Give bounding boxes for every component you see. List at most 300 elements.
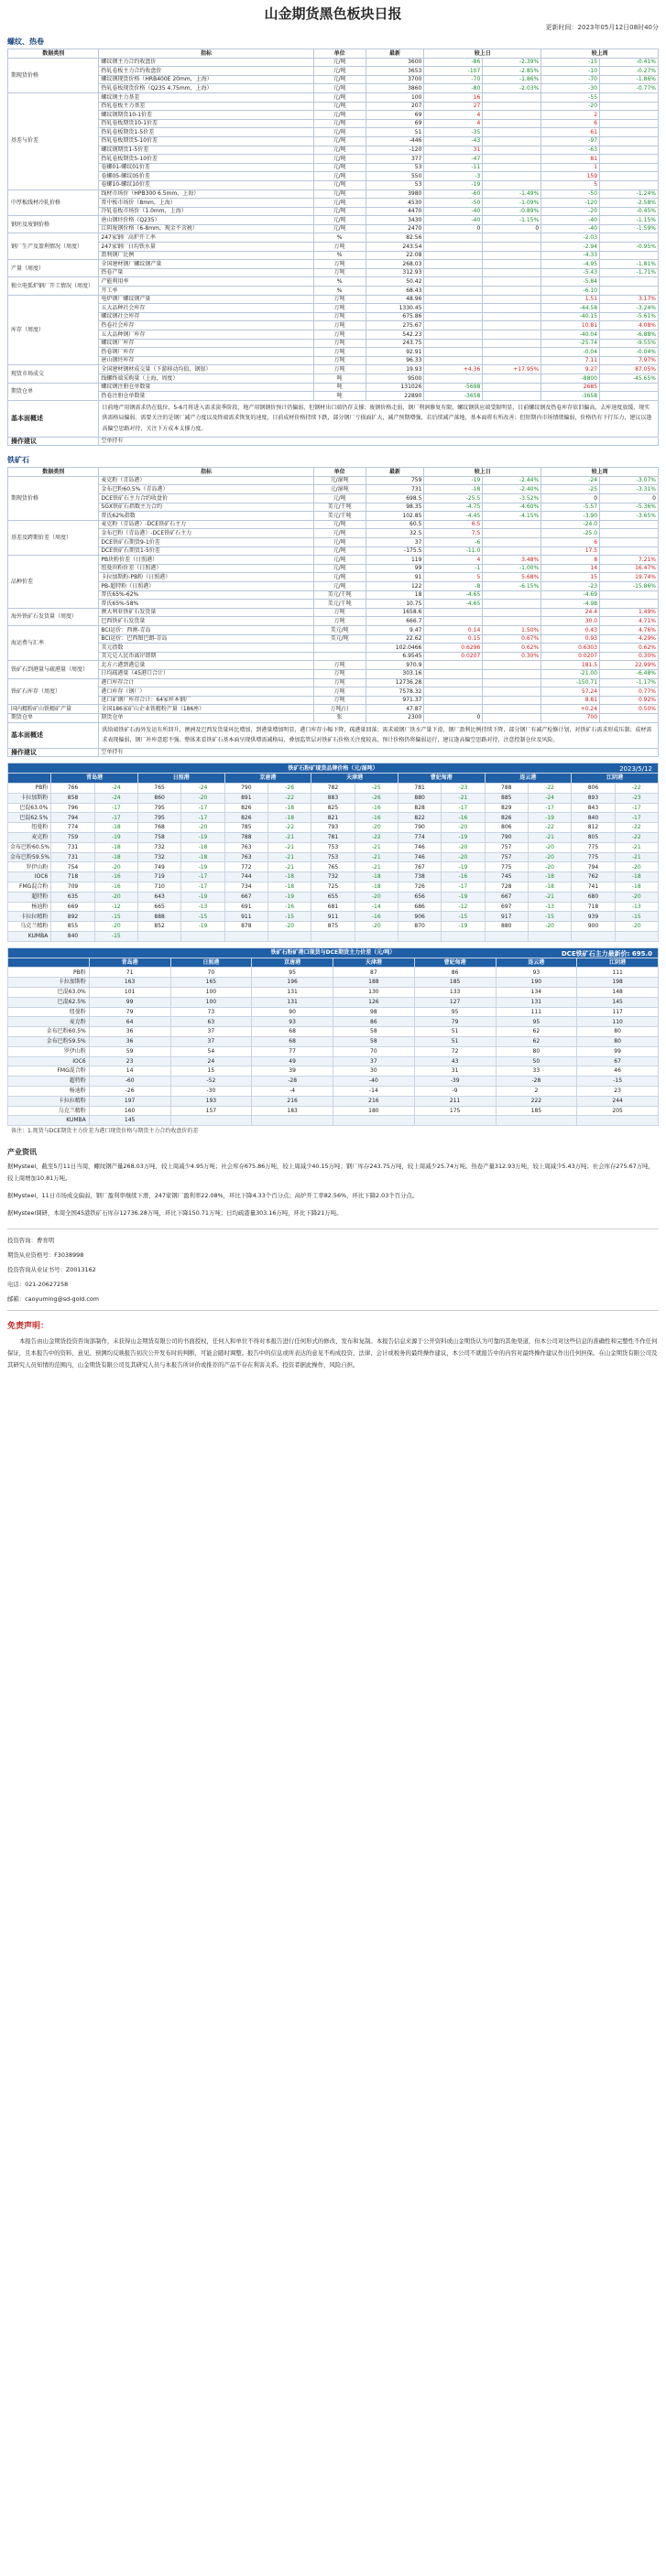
week-change-pct-cell [600,180,659,189]
price-cell: 917 [485,912,528,922]
week-change-pct-cell [600,547,659,556]
week-change-pct-cell: -5.61% [600,312,659,321]
brand-cell: FMG混合粉 [8,1066,90,1077]
week-change-pct-cell: -45.65% [600,373,659,383]
basis-cell [252,1116,333,1126]
analyst-line: 投资咨询：曹育明 [7,1236,55,1244]
change-cell: -18 [181,852,224,862]
basis-cell: 205 [577,1106,659,1116]
table-row [8,705,659,714]
latest-cell: -446 [366,136,424,146]
week-change-cell: -4.69 [541,590,600,600]
indicator-cell: 卡拉加斯粉-PB粉（日照港） [99,573,313,582]
day-change-cell: -3 [424,172,483,181]
week-change-pct-cell: -1.24% [600,189,659,199]
price-cell: 719 [137,872,180,882]
table-row [8,75,659,84]
day-change-pct-cell: 1.50% [483,625,541,634]
latest-cell: 68.43 [366,287,424,296]
day-change-pct-cell: -3.52% [483,494,541,503]
basis-cell [333,1116,415,1126]
day-change-pct-cell [483,136,541,146]
week-change-cell: -50 [541,189,600,199]
table-row [8,494,659,503]
day-change-pct-cell [483,155,541,164]
indicator-cell: 江阴废钢价格（6-8mm，现金不含税） [99,224,313,233]
latest-cell: 98.35 [366,503,424,512]
unit-cell: 元/吨 [313,529,366,538]
table-row [8,155,659,164]
category-cell: 期货仓单 [8,713,99,722]
basis-cell: 59 [89,1046,170,1056]
week-change-cell: -24.0 [541,520,600,529]
unit-cell: 美元/吨 [313,625,366,634]
indicator-cell: 日均疏港量（45港口合计） [99,669,313,678]
indicator-cell: 热卷注册仓单数量 [99,392,313,401]
indicator-cell: 全国建材钢厂螺纹钢产量 [99,260,313,269]
basis-cell: 37 [170,1036,252,1046]
basis-cell: -60 [89,1077,170,1087]
basis-cell: 63 [170,1017,252,1027]
week-change-cell: -2.94 [541,243,600,252]
analyst-line: 期货从业资格号：F3038998 [7,1250,84,1259]
price-cell: 939 [572,912,615,922]
price-cell: 732 [311,872,355,882]
basis-cell [170,1116,252,1126]
brand-cell: FMG混合粉 [8,882,51,893]
day-change-pct-cell [483,172,541,181]
latest-cell: 92.91 [366,348,424,357]
indicator-cell: BCI运价：西澳-青岛 [99,625,313,634]
week-change-cell: -4.33 [541,251,600,260]
steel-table [7,49,659,446]
day-change-pct-cell [483,590,541,600]
indicator-cell: 电炉钢厂螺纹钢产量 [99,295,313,304]
brand-cell: 麦克粉 [8,833,51,843]
change-cell: -15 [94,912,137,922]
latest-cell: 122 [366,582,424,591]
change-cell: -12 [442,902,485,912]
col-header: 较上日 [424,49,541,59]
indicator-cell: 热卷社会库存 [99,321,313,330]
indicator-cell: 螺纹钢注册仓单数量 [99,383,313,392]
change-cell: -26 [267,784,311,794]
table-row [8,784,659,794]
day-change-cell: 7.5 [424,529,483,538]
unit-cell: 万吨 [313,260,366,269]
unit-cell: 元/吨 [313,547,366,556]
basis-cell: 77 [252,1046,333,1056]
brand-cell: PB粉 [8,784,51,794]
change-cell: -19 [442,892,485,902]
day-change-pct-cell [483,661,541,670]
update-time: 更新时间：2023年05月12日08时40分 [545,24,659,31]
price-cell: 843 [572,803,615,813]
price-cell: 788 [485,784,528,794]
change-cell: -21 [528,833,571,843]
price-cell: 731 [51,852,94,862]
brand-cell: 卡拉加斯粉 [8,793,51,803]
week-change-cell: 2 [541,111,600,120]
change-cell: -22 [267,823,311,833]
basis-cell: 216 [333,1096,415,1106]
indicator-cell: 金布巴粉（青岛港）-DCE铁矿石主力 [99,529,313,538]
col-header: 数据类别 [8,49,99,59]
day-change-cell: -4.45 [424,512,483,521]
basis-cell: 62 [496,1036,577,1046]
day-change-cell: -5698 [424,383,483,392]
day-change-cell [424,705,483,714]
latest-cell: 119 [366,556,424,565]
indicator-cell: 热轧卷板期货10-1价差 [99,119,313,128]
day-change-cell: -80 [424,84,483,93]
indicator-cell: 唐山钢坯价格（Q235） [99,216,313,225]
day-change-pct-cell [483,330,541,340]
indicator-cell: 全国186家矿山企业铁精粉产量（186座） [99,705,313,714]
latest-cell: 2300 [366,713,424,722]
price-cell: 763 [224,842,267,852]
week-change-pct-cell: 3.17% [600,295,659,304]
price-cell: 772 [224,862,267,872]
table-row [8,503,659,512]
latest-cell: -175.5 [366,547,424,556]
news-item: 据Mysteel，11日市场成交偏弱，钢厂盈利率继续下滑，247家钢厂盈利率22.08%，环比下降4.33个百分点；高炉开工率82.56%，环比下降2.03个百分点。 [7,1191,419,1199]
table-row [8,251,659,260]
latest-cell: 759 [366,476,424,485]
day-change-pct-cell: -1.00% [483,564,541,573]
unit-cell [313,652,366,661]
price-cell: 763 [224,852,267,862]
port-header: 曹妃甸港 [414,958,496,968]
unit-cell: 万吨 [313,312,366,321]
day-change-cell: 0.6296 [424,644,483,653]
change-cell: -16 [355,912,398,922]
day-change-pct-cell: -1.15% [483,216,541,225]
analyst-email[interactable]: 邮箱：caoyuming@sd-gold.com [7,1294,100,1303]
indicator-cell: 普中板市场价（8mm，上海） [99,199,313,208]
table-row [8,304,659,313]
table-row [8,199,659,208]
price-cell: 852 [137,922,180,932]
day-change-cell [424,661,483,670]
basis-cell: 160 [89,1106,170,1116]
unit-cell: 元/吨 [313,119,366,128]
change-cell: -20 [442,823,485,833]
unit-cell: 元/吨 [313,111,366,120]
change-cell: -20 [442,852,485,862]
change-cell: -20 [94,862,137,872]
change-cell: -20 [442,842,485,852]
basis-dce-label: DCE铁矿石主力最新价: [561,949,630,958]
week-change-cell: 6 [541,538,600,547]
day-change-cell: +4.36 [424,365,483,374]
indicator-cell: 热轧卷板期货5-10价差 [99,136,313,146]
indicator-cell: 热卷钢厂库存 [99,348,313,357]
table-row [8,882,659,893]
price-cell: 826 [224,813,267,823]
price-cell: 858 [51,793,94,803]
change-cell: -12 [94,902,137,912]
week-change-cell: -25.0 [541,529,600,538]
basis-cell: 72 [414,1046,496,1056]
day-change-cell: -40 [424,216,483,225]
week-change-pct-cell [600,538,659,547]
change-cell: -19 [181,862,224,872]
basis-cell: 193 [170,1096,252,1106]
change-cell: -20 [181,793,224,803]
latest-cell: 91 [366,573,424,582]
basis-cell: -9 [414,1086,496,1096]
basis-cell: 185 [414,978,496,988]
change-cell: -19 [442,833,485,843]
table-row [8,339,659,348]
change-cell: -16 [267,902,311,912]
basis-cell: 145 [89,1116,170,1126]
unit-cell: 元/吨 [313,146,366,155]
table-row [8,997,659,1007]
col-header: 指标 [99,49,313,59]
price-cell: 665 [137,902,180,912]
brand-cell: PB粉 [8,968,90,978]
day-change-pct-cell [483,111,541,120]
change-cell: -19 [442,862,485,872]
basis-cell: 131 [252,997,333,1007]
port-header: 日照港 [170,958,252,968]
change-cell: -23 [442,784,485,794]
day-change-cell [424,617,483,626]
price-cell: 667 [224,892,267,902]
day-change-pct-cell [483,356,541,365]
day-change-cell: 16 [424,92,483,102]
change-cell: -21 [267,842,311,852]
price-cell [137,931,180,941]
day-change-cell [424,687,483,697]
price-cell: 790 [398,823,441,833]
day-change-cell: -11.0 [424,547,483,556]
price-cell: 655 [311,892,355,902]
table-row [8,312,659,321]
week-change-cell: 0.0207 [541,652,600,661]
day-change-pct-cell [483,243,541,252]
table-row [8,713,659,722]
unit-cell: 元/吨 [313,128,366,137]
indicator-cell: 全国建材钢材成交量（下游移动均值，钢银） [99,365,313,374]
unit-cell: 元/吨 [313,538,366,547]
day-change-cell [424,330,483,340]
unit-cell: 万吨 [313,330,366,340]
week-change-cell: 700 [541,713,600,722]
change-cell: -17 [615,813,658,823]
basis-cell: 64 [89,1017,170,1027]
day-change-cell: 4 [424,119,483,128]
day-change-pct-cell [483,669,541,678]
basis-cell: -15 [577,1077,659,1087]
latest-cell: 3653 [366,67,424,76]
week-change-pct-cell: 4.71% [600,617,659,626]
price-cell: 766 [51,784,94,794]
week-change-pct-cell [600,172,659,181]
latest-cell: 48.96 [366,295,424,304]
table-row [8,590,659,600]
latest-cell: 51 [366,128,424,137]
unit-cell: 元/吨 [313,75,366,84]
price-cell: 860 [137,793,180,803]
day-change-cell [424,295,483,304]
strategy-text: 空单持有 [99,437,659,446]
week-change-cell: 24.4 [541,608,600,617]
port-price-date: 2023/5/12 [619,765,652,774]
brand-cell: 巴混62.5% [8,997,90,1007]
summary-text: 供给端铁矿石海外发运有所回升，澳洲及巴西发货量环比增加，到港量增加明显，港口库存小幅下降，疏港量回落；需求端钢厂铁水产量下滑，钢厂盈利比例持续下降，部分钢厂有减产检修计划，对铁矿石需求形成压制；成材需求表现偏弱，钢厂补库意愿不强。整体来看铁矿石基本面呈现供增需减格局，叠加监管层对铁矿石价格关注度较高，预计价格仍将偏弱运行，建议逢高偏空思路对待，注意控制仓位及风险。 [99,722,659,748]
basis-cell: 117 [577,1007,659,1017]
change-cell: -17 [181,872,224,882]
price-cell: 680 [572,892,615,902]
basis-cell: 157 [170,1106,252,1116]
price-cell: 754 [51,862,94,872]
week-change-pct-cell: 0.30% [600,652,659,661]
latest-cell: 131026 [366,383,424,392]
basis-cell: 80 [496,1046,577,1056]
day-change-cell: -19 [424,180,483,189]
day-change-pct-cell [483,713,541,722]
day-change-cell: -8 [424,582,483,591]
basis-cell: 68 [252,1027,333,1037]
price-cell: 710 [137,882,180,893]
change-cell: -20 [528,842,571,852]
indicator-cell: 热卷产量 [99,268,313,277]
table-row [8,1116,659,1126]
day-change-cell: -40 [424,207,483,216]
change-cell: -22 [615,823,658,833]
latest-cell: 542.23 [366,330,424,340]
indicator-cell: 北方六港到港总量 [99,661,313,670]
day-change-pct-cell [483,321,541,330]
latest-cell: 971.37 [366,696,424,705]
indicator-cell: 247家钢厂高炉开工率 [99,233,313,243]
day-change-pct-cell [483,608,541,617]
basis-cell: 175 [414,1106,496,1116]
unit-cell: 张 [313,713,366,722]
change-cell: -16 [355,813,398,823]
week-change-cell: 0.6303 [541,644,600,653]
latest-cell: 9500 [366,373,424,383]
basis-cell: 244 [577,1096,659,1106]
week-change-pct-cell [600,520,659,529]
indicator-cell: 金布巴粉60.5%（青岛港） [99,485,313,494]
category-cell: 中厚板线材冷轧价格 [8,189,99,216]
week-change-cell: -23 [541,582,600,591]
week-change-cell: 0 [541,494,600,503]
strategy-text: 空单持有 [99,748,659,757]
price-cell: 753 [311,842,355,852]
day-change-cell: 4 [424,111,483,120]
col-header: 较上周 [541,49,659,59]
brand-cell: 金布巴粉60.5% [8,1027,90,1037]
day-change-pct-cell [483,233,541,243]
day-change-pct-cell [483,163,541,172]
latest-cell: 3700 [366,75,424,84]
change-cell [267,931,311,941]
price-cell: 734 [224,882,267,893]
indicator-cell: 线螺终端采购量（上海，周度） [99,373,313,383]
port-header: 连云港 [485,774,572,784]
latest-cell: 3600 [366,58,424,67]
day-change-pct-cell: -1.09% [483,199,541,208]
day-change-pct-cell [483,268,541,277]
basis-cell: 99 [89,997,170,1007]
indicator-cell: 螺纹钢期货10-1价差 [99,111,313,120]
day-change-pct-cell [483,146,541,155]
brand-cell: 麦克粉 [8,1017,90,1027]
change-cell: -20 [355,922,398,932]
change-cell: -22 [355,833,398,843]
latest-cell: 4470 [366,207,424,216]
day-change-pct-cell: -4.60% [483,503,541,512]
change-cell [355,931,398,941]
day-change-cell: 4 [424,556,483,565]
basis-cell: 185 [496,1106,577,1116]
price-cell: 774 [51,823,94,833]
week-change-pct-cell: 16.47% [600,564,659,573]
brand-cell: 卡拉拉精粉 [8,1096,90,1106]
unit-cell: 万吨 [313,243,366,252]
price-cell: 718 [572,902,615,912]
indicator-cell: 螺纹钢社会库存 [99,312,313,321]
unit-cell: 美元/干吨 [313,590,366,600]
change-cell: -20 [181,823,224,833]
week-change-cell: -3658 [541,392,600,401]
indicator-cell: 螺纹钢厂库存 [99,339,313,348]
change-cell: -21 [355,842,398,852]
day-change-pct-cell: 3.48% [483,556,541,565]
week-change-pct-cell: -6.88% [600,330,659,340]
day-change-cell: 6.5 [424,520,483,529]
basis-cell: 99 [577,1046,659,1056]
change-cell: -18 [181,842,224,852]
unit-cell: 吨 [313,392,366,401]
week-change-pct-cell: 87.05% [600,365,659,374]
change-cell: -24 [181,784,224,794]
indicator-cell: DCE铁矿石主力合约收盘价 [99,494,313,503]
change-cell: -22 [267,793,311,803]
price-cell: 768 [137,823,180,833]
basis-cell: -4 [252,1086,333,1096]
unit-cell: 元/吨 [313,172,366,181]
table-row [8,119,659,128]
week-change-pct-cell [600,529,659,538]
indicator-cell: 热轧卷板主力基差 [99,102,313,111]
latest-cell: 3430 [366,216,424,225]
day-change-cell [424,339,483,348]
table-row [8,669,659,678]
week-change-pct-cell [600,392,659,401]
price-cell: 790 [224,784,267,794]
basis-cell: 36 [89,1036,170,1046]
basis-header-row [8,958,659,968]
change-cell: -21 [355,862,398,872]
day-change-pct-cell: -2.44% [483,476,541,485]
basis-cell: 58 [333,1027,415,1037]
unit-cell: 元/吨 [313,207,366,216]
week-change-cell: -4.98 [541,600,600,609]
day-change-pct-cell: 0.62% [483,644,541,653]
week-change-cell: -20 [541,102,600,111]
change-cell: -20 [355,892,398,902]
week-change-pct-cell: -1.86% [600,75,659,84]
day-change-cell: -1 [424,564,483,573]
week-change-cell: -20 [541,207,600,216]
day-change-pct-cell: -1.49% [483,189,541,199]
